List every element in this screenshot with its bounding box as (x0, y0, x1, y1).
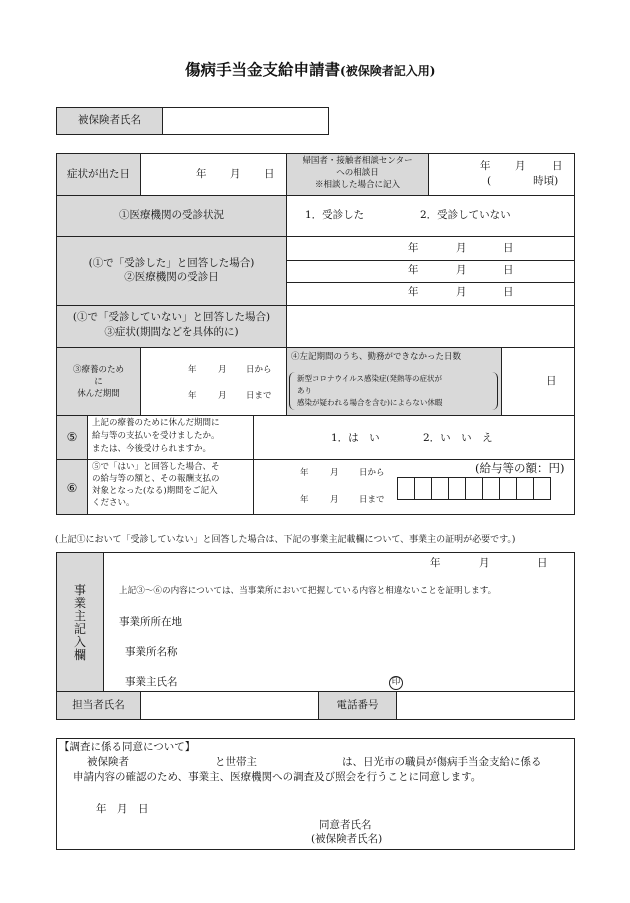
q6-to-month: 月 (330, 495, 339, 505)
amount-digit[interactable] (465, 477, 483, 500)
amount-digit[interactable] (533, 477, 551, 500)
leave-to-month: 月 (218, 391, 227, 401)
onset-month: 月 (230, 168, 241, 180)
q2-line2: ②医療機関の受診日 (124, 271, 219, 283)
consent-agree-1: は、日光市の職員が傷病手当金支給に係る (342, 756, 542, 768)
staff-label: 担当者氏名 (72, 699, 125, 711)
q5-text-3: または、今後受けられますか。 (92, 444, 212, 454)
q6-text-4: ください。 (92, 498, 135, 508)
title-main: 傷病手当金支給申請書 (185, 60, 341, 79)
center-line2: への相談日 (336, 168, 379, 178)
consent-date: 年 月 日 (96, 803, 149, 815)
leave-from-month: 月 (218, 365, 227, 375)
q6-from-label: 日から (359, 468, 385, 478)
employer-cert-text: 上記③～⑥の内容については、当事業所において把握している内容と相違ないことを証明します。 (119, 586, 497, 596)
q2-date1-year: 年 (408, 242, 419, 254)
consent-signer: 同意者氏名 (319, 819, 372, 831)
amount-digit[interactable] (414, 477, 432, 500)
q2-date2-day: 日 (503, 264, 514, 276)
onset-day: 日 (264, 168, 275, 180)
q5-yes[interactable]: 1．は い (331, 432, 380, 444)
q5-number: ⑤ (66, 430, 78, 444)
center-line3: ※相談した場合に記入 (314, 180, 400, 190)
amount-digit[interactable] (431, 477, 449, 500)
center-time: ( 時頃) (487, 175, 559, 187)
leave-label-2: に (94, 377, 103, 387)
insured-name-label: 被保険者氏名 (78, 114, 141, 126)
leave-from-label: 日から (246, 365, 272, 375)
employer-cert-year: 年 (430, 557, 441, 569)
insured-name-input[interactable] (162, 107, 329, 135)
employer-cert-month: 月 (479, 557, 490, 569)
q6-text-3: 対象となった(なる)期間をご記入 (92, 486, 218, 496)
leave-label-3: 休んだ期間 (77, 389, 120, 399)
consent-title: 【調査に係る同意について】 (59, 741, 196, 753)
q4-note-3: 感染が疑われる場合を含む)によらない休暇 (297, 398, 443, 407)
amount-digit[interactable] (482, 477, 500, 500)
q6-text-2: の給与等の額と、その報酬支払の (92, 474, 220, 484)
q2-line1: (①で「受診した」と回答した場合) (88, 257, 255, 269)
onset-label: 症状が出た日 (67, 168, 130, 180)
q1-option-not-visited[interactable]: 2．受診していない (420, 209, 511, 221)
q3-line2: ③症状(期間などを具体的に) (104, 326, 239, 338)
q4-note-2: あり (297, 386, 312, 395)
q6-from-year: 年 (300, 468, 309, 478)
page-title (185, 60, 435, 80)
q2-date2-year: 年 (408, 264, 419, 276)
employer-note: (上記①において「受診していない」と回答した場合は、下記の事業主記載欄について、事業主の証明が必要です。) (55, 535, 516, 545)
center-day: 日 (552, 160, 563, 172)
q5-text-1: 上記の療養のために休んだ期間に (92, 418, 220, 428)
consent-signer-sub: (被保険者氏名) (311, 833, 383, 845)
phone-label: 電話番号 (336, 699, 379, 711)
seal-char: 印 (391, 677, 401, 687)
q6-from-month: 月 (330, 468, 339, 478)
employer-side-char: 欄 (73, 648, 86, 662)
employer-address-label: 事業所所在地 (119, 616, 182, 628)
employer-side-char: 主 (73, 609, 86, 623)
leave-to-year: 年 (188, 391, 197, 401)
q6-amount-label: (給与等の額：円) (475, 461, 565, 475)
q6-text-1: ⑤で「はい」と回答した場合、そ (92, 462, 220, 472)
q2-date1-month: 月 (456, 242, 467, 254)
employer-cert-day: 日 (537, 557, 548, 569)
q2-date3-month: 月 (456, 286, 467, 298)
employer-owner-label: 事業主氏名 (125, 676, 178, 688)
center-year: 年 (480, 160, 491, 172)
q2-date3-day: 日 (503, 286, 514, 298)
q6-to-year: 年 (300, 495, 309, 505)
leave-to-label: 日まで (246, 391, 272, 401)
q1-label: ①医療機関の受診状況 (119, 209, 224, 221)
employer-side-char: 入 (73, 635, 86, 649)
consent-householder: と世帯主 (215, 756, 257, 768)
leave-label-1: ③療養のため (72, 365, 124, 375)
q4-note-1: 新型コロナウイルス感染症(発熱等の症状が (297, 374, 442, 383)
center-line1: 帰国者・接触者相談センター (302, 156, 413, 166)
title-sub: (被保険者記入用) (340, 64, 436, 78)
q3-line1: (①で「受診していない」と回答した場合) (72, 311, 271, 323)
leave-from-year: 年 (188, 365, 197, 375)
employer-side-char: 業 (73, 596, 86, 610)
employer-office-label: 事業所名称 (125, 646, 178, 658)
center-month: 月 (515, 160, 526, 172)
onset-year: 年 (196, 168, 207, 180)
q2-date1-day: 日 (503, 242, 514, 254)
amount-digit[interactable] (516, 477, 534, 500)
q5-no[interactable]: 2．い い え (423, 432, 493, 444)
amount-digit[interactable] (448, 477, 466, 500)
employer-side-char: 事 (73, 583, 86, 597)
q2-date2-month: 月 (456, 264, 467, 276)
employer-side-char: 記 (73, 622, 86, 636)
consent-agree-2: 申請内容の確認のため、事業主、医療機関への調査及び照会を行うことに同意します。 (73, 771, 482, 783)
q4-day-unit: 日 (546, 375, 557, 387)
amount-digit[interactable] (499, 477, 517, 500)
q6-number: ⑥ (66, 481, 78, 495)
q1-option-visited[interactable]: 1．受診した (305, 209, 365, 221)
q5-text-2: 給与等の支払いを受けましたか。 (92, 431, 220, 441)
q2-date3-year: 年 (408, 286, 419, 298)
consent-insured: 被保険者 (87, 756, 129, 768)
q6-to-label: 日まで (359, 495, 385, 505)
q4-title: ④左記期間のうち、勤務ができなかった日数 (291, 352, 462, 362)
amount-digit[interactable] (397, 477, 415, 500)
